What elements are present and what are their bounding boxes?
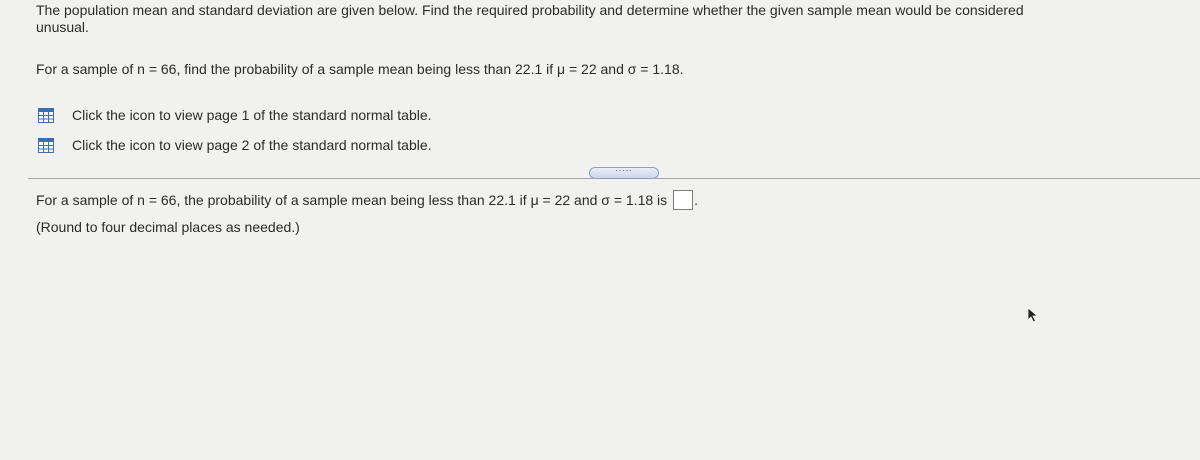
table-icon[interactable] — [38, 108, 54, 123]
mouse-pointer-icon — [1027, 307, 1039, 323]
normal-table-page-1-link[interactable] — [38, 106, 432, 124]
normal-table-page-1-label[interactable]: Click the icon to view page 1 of the standard normal table. — [72, 107, 432, 123]
rounding-note: (Round to four decimal places as needed.) — [36, 219, 300, 235]
expand-button[interactable] — [589, 163, 659, 179]
normal-table-page-2-label[interactable]: Click the icon to view page 2 of the standard normal table. — [72, 137, 432, 153]
answer-period: . — [694, 192, 699, 208]
expand-dots: ..... — [615, 163, 633, 173]
problem-statement: For a sample of n = 66, find the probability of a sample mean being less than 22.1 if μ = 22 and σ = 1.18. — [36, 61, 684, 77]
question-intro — [36, 2, 1156, 36]
answer-input[interactable] — [673, 190, 693, 210]
answer-line — [36, 190, 698, 210]
question-intro-line2: unusual. — [36, 19, 89, 35]
table-icon[interactable] — [38, 138, 54, 153]
answer-prompt: For a sample of n = 66, the probability of a sample mean being less than 22.1 if μ = 22 and σ = 1.18 is — [36, 192, 668, 208]
normal-table-page-2-link[interactable] — [38, 136, 432, 154]
question-intro-line1: The population mean and standard deviation are given below. Find the required probability and determine whether the given sample mean would be considered — [36, 2, 1024, 18]
